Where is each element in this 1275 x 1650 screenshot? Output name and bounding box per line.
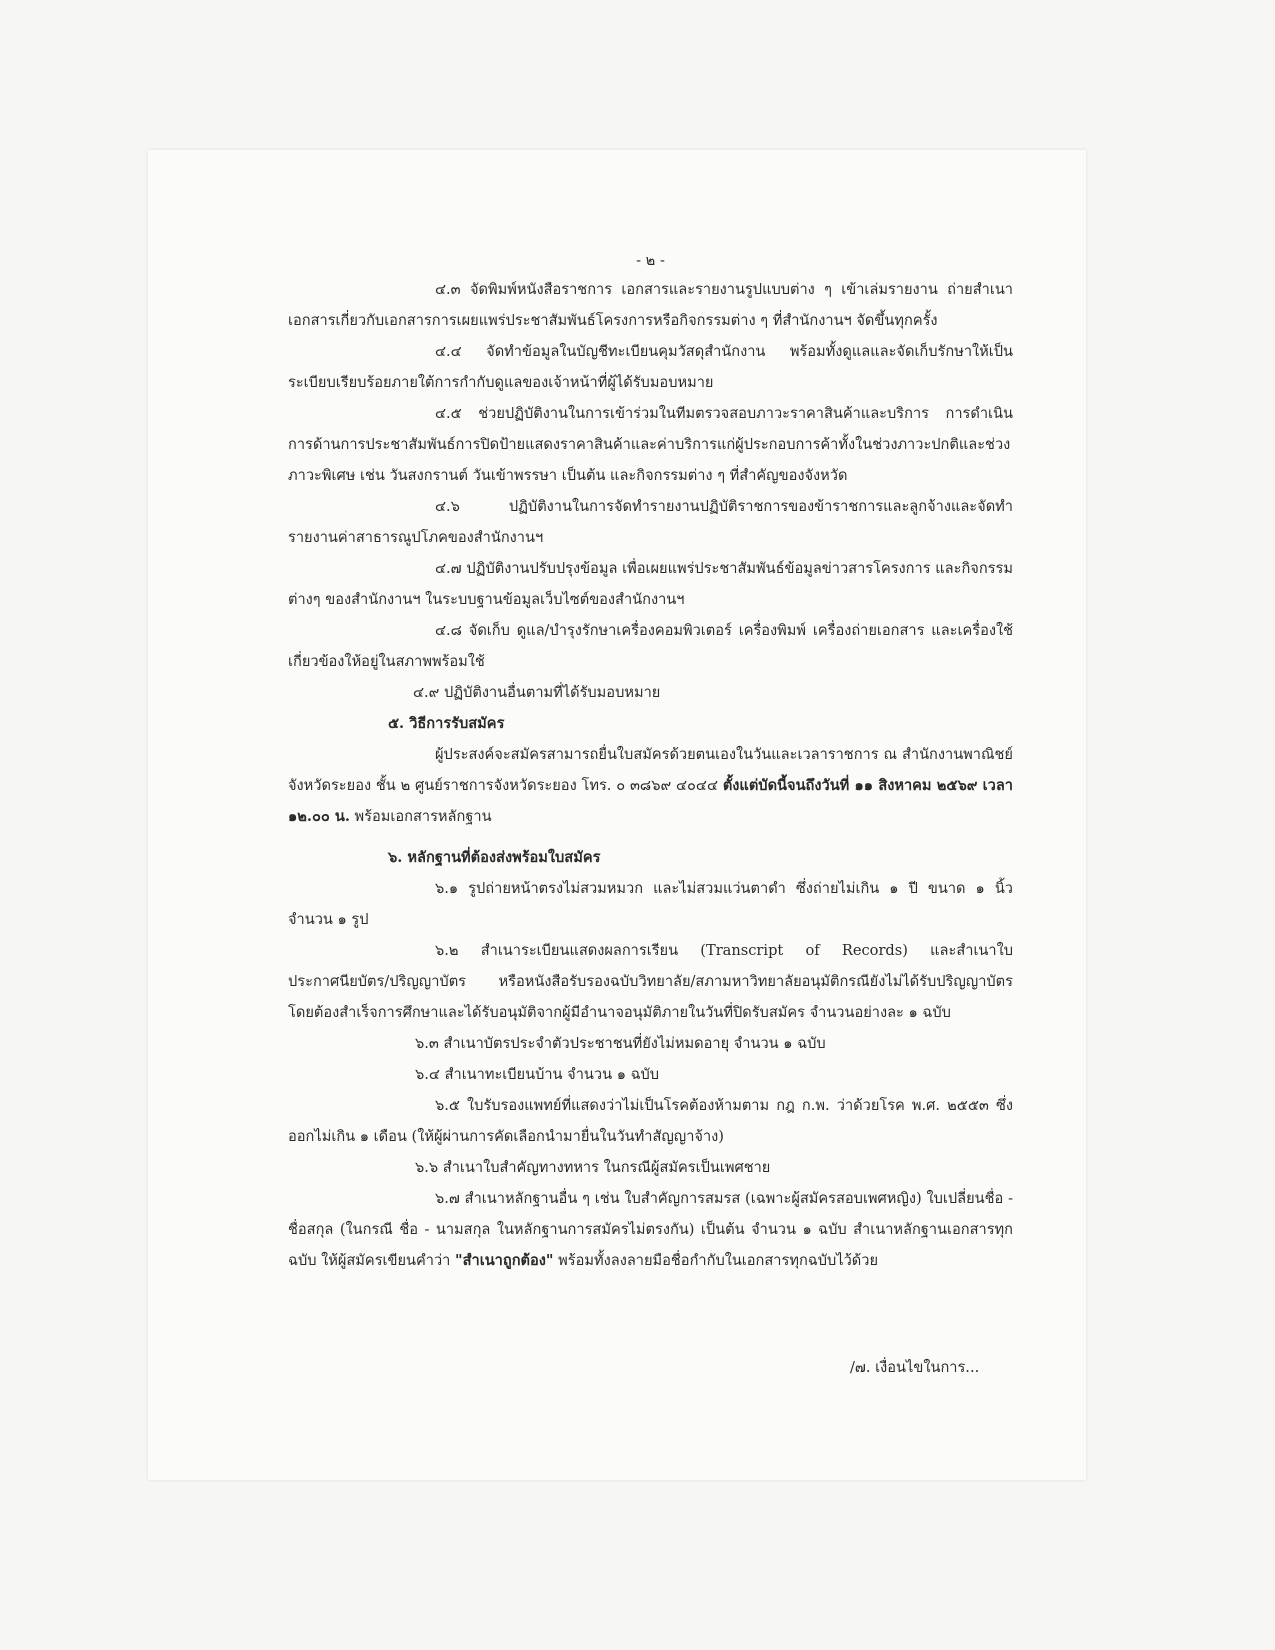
duty-4-8: ๔.๘ จัดเก็บ ดูแล/บำรุงรักษาเครื่องคอมพิวเตอร์ เครื่องพิมพ์ เครื่องถ่ายเอกสาร และเครื่องใช้เกี่ยวข้องให้อยู่ในสภาพพร้อมใช้ <box>288 622 1013 670</box>
doc-6-4: ๖.๔ สำเนาทะเบียนบ้าน จำนวน ๑ ฉบับ <box>415 1066 660 1083</box>
doc-6-6: ๖.๖ สำเนาใบสำคัญทางทหาร ในกรณีผู้สมัครเป็นเพศชาย <box>415 1159 771 1176</box>
doc-6-7 <box>288 1183 1013 1276</box>
duty-4-5: ๔.๕ ช่วยปฏิบัติงานในการเข้าร่วมในทีมตรวจสอบภาวะราคาสินค้าและบริการ การดำเนินการด้านการประชาสัมพันธ์การปิดป้ายแสดงราคาสินค้าและค่าบริการแก่ผู้ประกอบการค้าทั้งในช่วงภาวะปกติและช่วงภาวะพิเศษ เช่น วันสงกรานต์ วันเข้าพรรษา เป็นต้น และกิจกรรมต่าง ๆ ที่สำคัญของจังหวัด <box>288 405 1013 484</box>
duty-4-6: ๔.๖ ปฏิบัติงานในการจัดทำรายงานปฏิบัติราชการของข้าราชการและลูกจ้างและจัดทำรายงานค่าสาธารณูปโภคของสำนักงานฯ <box>288 498 1013 546</box>
section-5-heading: ๕. วิธีการรับสมัคร <box>388 715 505 732</box>
document-body <box>288 245 1013 1276</box>
section-5-text-end: พร้อมเอกสารหลักฐาน <box>349 808 492 825</box>
page-footer-continuation: /๗. เงื่อนไขในการ... <box>850 1359 980 1376</box>
doc-6-7-certified-copy: "สำเนาถูกต้อง" <box>455 1252 554 1269</box>
doc-6-7-text-end: พร้อมทั้งลงลายมือชื่อกำกับในเอกสารทุกฉบับไว้ด้วย <box>553 1252 879 1269</box>
doc-6-2: ๖.๒ สำเนาระเบียนแสดงผลการเรียน (Transcript of Records) และสำเนาใบประกาศนียบัตร/ปริญญาบัตร หรือหนังสือรับรองฉบับวิทยาลัย/สภามหาวิทยาลัยอนุมัติกรณียังไม่ได้รับปริญญาบัตร โดยต้องสำเร็จการศึกษาและได้รับอนุมัติจากผู้มีอำนาจอนุมัติภายในวันที่ปิดรับสมัคร จำนวนอย่างละ ๑ ฉบับ <box>288 942 1013 1021</box>
doc-6-5: ๖.๕ ใบรับรองแพทย์ที่แสดงว่าไม่เป็นโรคต้องห้ามตาม กฎ ก.พ. ว่าด้วยโรค พ.ศ. ๒๕๕๓ ซึ่งออกไม่เกิน ๑ เดือน (ให้ผู้ผ่านการคัดเลือกนำมายื่นในวันทำสัญญาจ้าง) <box>288 1097 1013 1145</box>
section-5-body <box>288 739 1013 832</box>
page-number: - ๒ - <box>636 252 665 269</box>
section-5-text-start: ผู้ประสงค์จะสมัครสามารถยื่นใบสมัครด้วยตนเองในวันและเวลาราชการ ณ สำนักงานพาณิชย์จังหวัดระยอง ชั้น ๒ ศูนย์ราชการจังหวัดระยอง โทร. ๐ ๓๘๖๙ ๔๐๔๔ <box>288 746 1013 794</box>
doc-6-7-text-start: ๖.๗ สำเนาหลักฐานอื่น ๆ เช่น ใบสำคัญการสมรส (เฉพาะผู้สมัครสอบเพศหญิง) ใบเปลี่ยนชื่อ - ชื่อสกุล (ในกรณี ชื่อ - นามสกุล ในหลักฐานการสมัครไม่ตรงกัน) เป็นต้น จำนวน ๑ ฉบับ สำเนาหลักฐานเอกสารทุกฉบับ ให้ผู้สมัครเขียนคำว่า <box>288 1190 1013 1269</box>
duty-4-3: ๔.๓ จัดพิมพ์หนังสือราชการ เอกสารและรายงานรูปแบบต่าง ๆ เข้าเล่มรายงาน ถ่ายสำเนาเอกสารเกี่ยวกับเอกสารการเผยแพร่ประชาสัมพันธ์โครงการหรือกิจกรรมต่าง ๆ ที่สำนักงานฯ จัดขึ้นทุกครั้ง <box>288 281 1013 329</box>
doc-6-3: ๖.๓ สำเนาบัตรประจำตัวประชาชนที่ยังไม่หมดอายุ จำนวน ๑ ฉบับ <box>415 1035 826 1052</box>
section-5-deadline: ตั้งแต่บัดนี้จนถึงวันที่ ๑๑ สิงหาคม ๒๕๖๙ เวลา ๑๒.๐๐ น. <box>288 777 1013 825</box>
doc-6-1: ๖.๑ รูปถ่ายหน้าตรงไม่สวมหมวก และไม่สวมแว่นตาดำ ซึ่งถ่ายไม่เกิน ๑ ปี ขนาด ๑ นิ้ว จำนวน ๑ รูป <box>288 880 1013 928</box>
duty-4-4: ๔.๔ จัดทำข้อมูลในบัญชีทะเบียนคุมวัสดุสำนักงาน พร้อมทั้งดูแลและจัดเก็บรักษาให้เป็นระเบียบเรียบร้อยภายใต้การกำกับดูแลของเจ้าหน้าที่ผู้ได้รับมอบหมาย <box>288 343 1013 391</box>
duty-4-7: ๔.๗ ปฏิบัติงานปรับปรุงข้อมูล เพื่อเผยแพร่ประชาสัมพันธ์ข้อมูลข่าวสารโครงการ และกิจกรรมต่างๆ ของสำนักงานฯ ในระบบฐานข้อมูลเว็บไซต์ของสำนักงานฯ <box>288 560 1013 608</box>
section-6-heading: ๖. หลักฐานที่ต้องส่งพร้อมใบสมัคร <box>388 849 601 866</box>
duty-4-9: ๔.๙ ปฏิบัติงานอื่นตามที่ได้รับมอบหมาย <box>413 684 661 701</box>
